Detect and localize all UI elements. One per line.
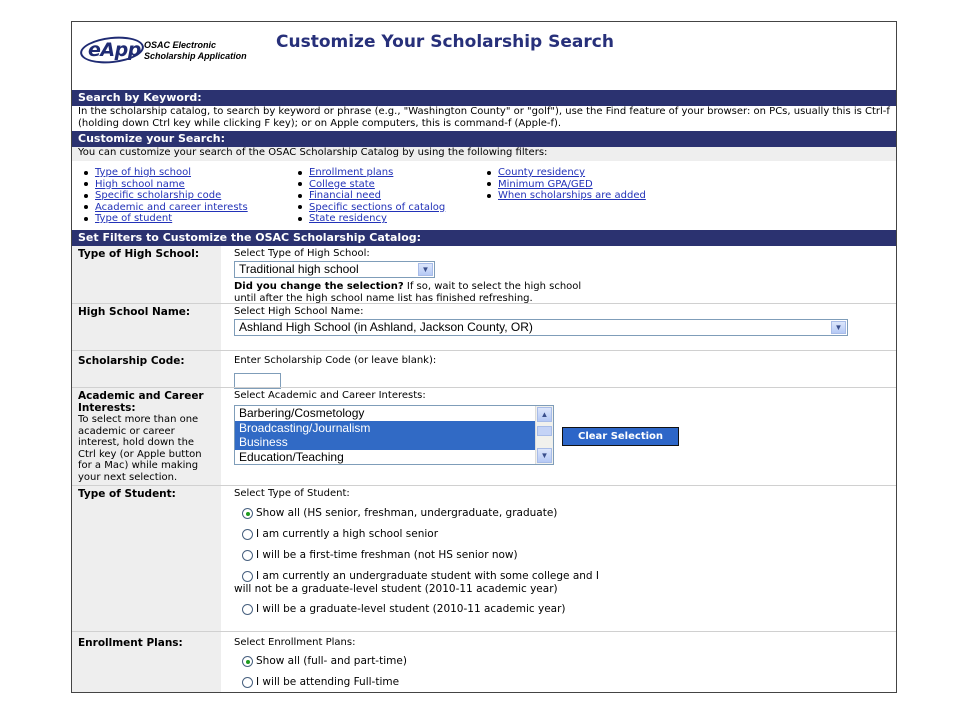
list-item (485, 190, 646, 202)
radio-label: I will be a first-time freshman (not HS senior now) (256, 549, 518, 561)
customize-section-header: Customize your Search: (72, 131, 896, 147)
list-item (296, 167, 445, 179)
radio-checked-icon[interactable] (242, 508, 253, 519)
eapp-logo[interactable] (78, 34, 250, 68)
page-frame (71, 21, 897, 693)
logo-line-2: Scholarship Application (144, 51, 247, 61)
customize-instructions: You can customize your search of the OSAC Scholarship Catalog by using the following filters: (72, 147, 896, 161)
link-college-state[interactable]: College state (309, 178, 375, 190)
high-school-name-caption: Select High School Name: (234, 306, 364, 317)
chevron-up-icon[interactable]: ▲ (537, 407, 552, 422)
link-state-residency[interactable]: State residency (309, 213, 387, 224)
listbox-scrollbar[interactable] (535, 406, 553, 464)
student-option-graduate[interactable] (234, 603, 896, 616)
list-item (296, 213, 445, 225)
scholarship-code-caption: Enter Scholarship Code (or leave blank): (234, 355, 437, 366)
filter-link-column-3 (485, 167, 646, 202)
list-item[interactable]: Broadcasting/Journalism (235, 421, 536, 436)
filter-link-column-2 (296, 167, 445, 225)
selection-warning (234, 281, 896, 304)
high-school-type-label: Type of High School: (78, 248, 200, 260)
student-type-label-cell (72, 486, 221, 631)
warning-text-line-2: until after the high school name list has finished refreshing. (234, 292, 533, 304)
link-minimum-gpa[interactable]: Minimum GPA/GED (498, 178, 593, 190)
high-school-name-value: Ashland High School (in Ashland, Jackson County, OR) (239, 320, 533, 334)
enrollment-field (221, 632, 896, 693)
list-item (82, 167, 248, 179)
radio-label: I will be a graduate-level student (2010-11 academic year) (256, 603, 566, 615)
page-title: Customize Your Scholarship Search (276, 32, 614, 52)
list-item[interactable]: Barbering/Cosmetology (239, 406, 365, 420)
warning-text: If so, wait to select the high school (403, 281, 582, 292)
radio-icon[interactable] (242, 529, 253, 540)
list-item (82, 179, 248, 191)
radio-label: I am currently an undergraduate student with some college and I (256, 570, 600, 582)
enrollment-option-full-time[interactable] (234, 676, 896, 689)
chevron-down-icon[interactable]: ▼ (831, 321, 846, 334)
interests-row (72, 387, 896, 485)
interests-field (221, 388, 896, 485)
logo-mark: eApp (88, 39, 141, 61)
scrollbar-thumb[interactable] (537, 426, 552, 436)
enrollment-row (72, 631, 896, 693)
warning-bold: Did you change the selection? (234, 281, 404, 292)
enrollment-label-cell (72, 632, 221, 693)
link-catalog-sections[interactable]: Specific sections of catalog (309, 201, 446, 213)
student-option-show-all[interactable] (234, 507, 896, 520)
high-school-type-label-cell (72, 246, 221, 303)
link-financial-need[interactable]: Financial need (309, 190, 381, 201)
interests-label: Academic and Career Interests: (78, 390, 204, 414)
student-type-field (221, 486, 896, 631)
chevron-down-icon[interactable]: ▼ (537, 448, 552, 463)
list-item (82, 213, 248, 225)
link-type-of-high-school[interactable]: Type of high school (95, 167, 192, 178)
scholarship-code-label-cell (72, 351, 221, 387)
interests-label-cell (72, 388, 221, 485)
scholarship-code-field (221, 351, 896, 387)
high-school-name-row (72, 303, 896, 350)
radio-checked-icon[interactable] (242, 656, 253, 667)
scholarship-code-row (72, 350, 896, 387)
high-school-type-row (72, 246, 896, 303)
student-type-caption: Select Type of Student: (234, 488, 350, 499)
link-enrollment-plans[interactable]: Enrollment plans (309, 167, 394, 178)
filters-section-header: Set Filters to Customize the OSAC Scholarship Catalog: (72, 230, 896, 246)
logo-line-1: OSAC Electronic (144, 40, 217, 50)
student-type-label: Type of Student: (78, 488, 176, 500)
header (72, 22, 896, 90)
keyword-instructions: In the scholarship catalog, to search by keyword or phrase (e.g., "Washington County" or "golf"), use the Find feature of your browser: on PCs, usually this is Ctrl-f (holding down Ctrl key while clicking F key); or on Apple computers, this is command-f (Apple-f). (78, 106, 890, 129)
enrollment-option-show-all[interactable] (234, 655, 896, 668)
clear-selection-button[interactable]: Clear Selection (562, 427, 679, 446)
radio-label: Show all (HS senior, freshman, undergraduate, graduate) (256, 507, 558, 519)
list-item (296, 202, 445, 214)
radio-label: Show all (full- and part-time) (256, 655, 407, 667)
enrollment-caption: Select Enrollment Plans: (234, 637, 356, 648)
link-when-added[interactable]: When scholarships are added (498, 190, 646, 201)
high-school-name-label-cell (72, 304, 221, 350)
link-scholarship-code[interactable]: Specific scholarship code (95, 190, 222, 201)
radio-icon[interactable] (242, 571, 253, 582)
radio-label: I will be attending Full-time (256, 676, 400, 688)
interests-caption: Select Academic and Career Interests: (234, 390, 426, 401)
list-item (296, 190, 445, 202)
radio-icon[interactable] (242, 550, 253, 561)
list-item[interactable]: Education/Teaching (239, 449, 344, 464)
chevron-down-icon[interactable]: ▼ (418, 263, 433, 276)
list-item (82, 202, 248, 214)
high-school-name-label: High School Name: (78, 306, 191, 318)
list-item (82, 190, 248, 202)
keyword-section-header: Search by Keyword: (72, 90, 896, 106)
student-option-hs-senior[interactable] (234, 528, 896, 541)
radio-icon[interactable] (242, 604, 253, 615)
high-school-name-field (221, 304, 896, 350)
high-school-type-value: Traditional high school (239, 262, 359, 276)
high-school-type-caption: Select Type of High School: (234, 248, 370, 259)
filter-link-column-1 (82, 167, 248, 225)
student-type-row (72, 485, 896, 631)
link-type-of-student[interactable]: Type of student (95, 213, 173, 224)
enrollment-label: Enrollment Plans: (78, 637, 183, 649)
list-item (296, 179, 445, 191)
radio-label-line-2: will not be a graduate-level student (2010-11 academic year) (234, 583, 558, 595)
high-school-type-select[interactable] (234, 261, 435, 278)
interests-help: To select more than one academic or career interest, hold down the Ctrl key (or Apple button for a Mac) while making your next selection. (78, 414, 202, 483)
student-option-freshman[interactable] (234, 549, 896, 562)
link-high-school-name[interactable]: High school name (95, 178, 185, 190)
list-item[interactable]: Business (235, 435, 536, 450)
list-item (485, 167, 646, 179)
list-item (485, 179, 646, 191)
high-school-name-select[interactable] (234, 319, 848, 336)
link-academic-career-interests[interactable]: Academic and career interests (95, 201, 248, 213)
student-option-undergraduate[interactable] (234, 570, 896, 596)
radio-label: I am currently a high school senior (256, 528, 439, 540)
link-county-residency[interactable]: County residency (498, 167, 586, 178)
interests-listbox[interactable] (234, 405, 554, 465)
high-school-type-field (221, 246, 896, 303)
radio-icon[interactable] (242, 677, 253, 688)
filter-links (82, 167, 782, 227)
scholarship-code-label: Scholarship Code: (78, 355, 185, 367)
